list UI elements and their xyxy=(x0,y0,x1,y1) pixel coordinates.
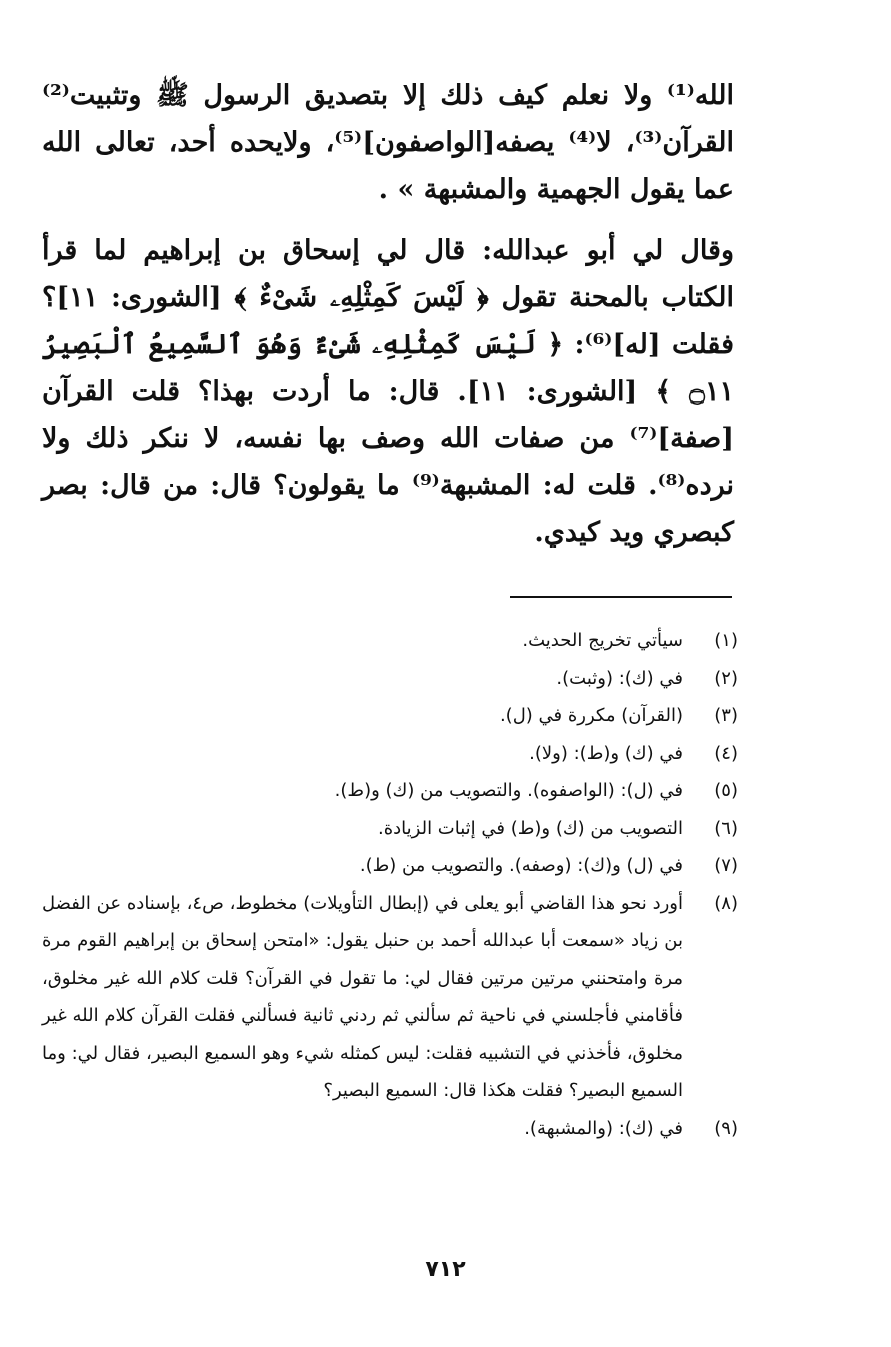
footnote-number: (٤) xyxy=(714,742,738,764)
footnote-number: (٢) xyxy=(714,667,738,689)
footnote-number: (٦) xyxy=(714,817,738,839)
footnote-text: في (ل): (الواصفوه). والتصويب من (ك) و(ط). xyxy=(334,780,683,801)
page-number: ٧١٢ xyxy=(425,1257,466,1282)
footnote-text: في (ك): (وثبت). xyxy=(556,667,683,689)
footnote-number: (٩) xyxy=(714,1117,738,1139)
main-paragraph: وقال لي أبو عبدالله: قال لي إسحاق بن إبراهيم لما قرأ الكتاب بالمحنة تقول ﴿ لَيْسَ كَمِثْلِهِۦ شَىْءٌ ﴾ [الشورى: ١١]؟ فقلت [له]⁽⁶⁾: ﴿ لَيْسَ كَمِثْلِهِۦ شَىْءٌ وَهُوَ ٱلسَّمِيعُ ٱلْبَصِيرُ ۝١١ ﴾ [الشورى: ١١]. قال: ما أردت بهذا؟ قلت القرآن [صفة]⁽⁷⁾ من صفات الله وصف بها نفسه، لا ننكر ذلك ولا نرده⁽⁸⁾. قلت له: المشبهة⁽⁹⁾ ما يقولون؟ قال: من قال: بصر كبصري ويد كيدي. xyxy=(42,235,734,548)
footnote xyxy=(42,810,738,848)
footnote xyxy=(42,735,738,773)
footnote-number: (٧) xyxy=(714,855,738,876)
footnote-number: (٨) xyxy=(714,892,738,914)
footnote xyxy=(42,660,738,698)
main-paragraph: الله⁽¹⁾ ولا نعلم كيف ذلك إلا بتصديق الرسول ﷺ وتثبيت⁽²⁾ القرآن⁽³⁾، لا⁽⁴⁾ يصفه[الواصفون]⁽⁵⁾، ولايحده أحد، تعالى الله عما يقول الجهمية والمشبهة » . xyxy=(42,80,734,205)
footnote-text: في (ك) و(ط): (ولا). xyxy=(529,742,683,764)
footnote-number: (٣) xyxy=(714,705,738,726)
footnote-text: التصويب من (ك) و(ط) في إثبات الزيادة. xyxy=(377,817,683,839)
footnote xyxy=(42,847,738,885)
footnote-number: (٥) xyxy=(714,780,738,801)
footnote xyxy=(42,697,738,735)
footnote xyxy=(42,622,738,660)
footnote xyxy=(42,1110,738,1148)
footnotes-section xyxy=(42,622,738,1147)
footnote-text: في (ل) و(ك): (وصفه). والتصويب من (ط). xyxy=(359,855,683,876)
footnote-text: أورد نحو هذا القاضي أبو يعلى في (إبطال التأويلات) مخطوط، ص٤، بإسناده عن الفضل بن زياد «سمعت أبا عبدالله أحمد بن حنبل يقول: «امتحن إسحاق بن إبراهيم القوم مرة مرة وامتحنني مرتين مرتين فقال لي: ما تقول في القرآن؟ قلت كلام الله غير مخلوق، فأقامني فأجلسني في ناحية ثم سألني ثم ردني ثانية فسألني فقلت القرآن كلام الله غير مخلوق، فأخذني في التشبيه فقلت: ليس كمثله شيء وهو السميع البصير، فقال لي: وما السميع البصير؟ فقلت هكذا قال: السميع البصير؟ xyxy=(42,892,684,1101)
footnote xyxy=(42,885,738,1110)
main-text-body xyxy=(42,72,734,556)
footnote-text: (القرآن) مكررة في (ل). xyxy=(499,705,683,726)
footnote-number: (١) xyxy=(714,630,738,651)
footnote xyxy=(42,772,738,810)
footnote-text: في (ك): (والمشبهة). xyxy=(524,1117,683,1139)
footnote-separator xyxy=(510,596,732,598)
footnote-text: سيأتي تخريج الحديث. xyxy=(522,630,683,651)
